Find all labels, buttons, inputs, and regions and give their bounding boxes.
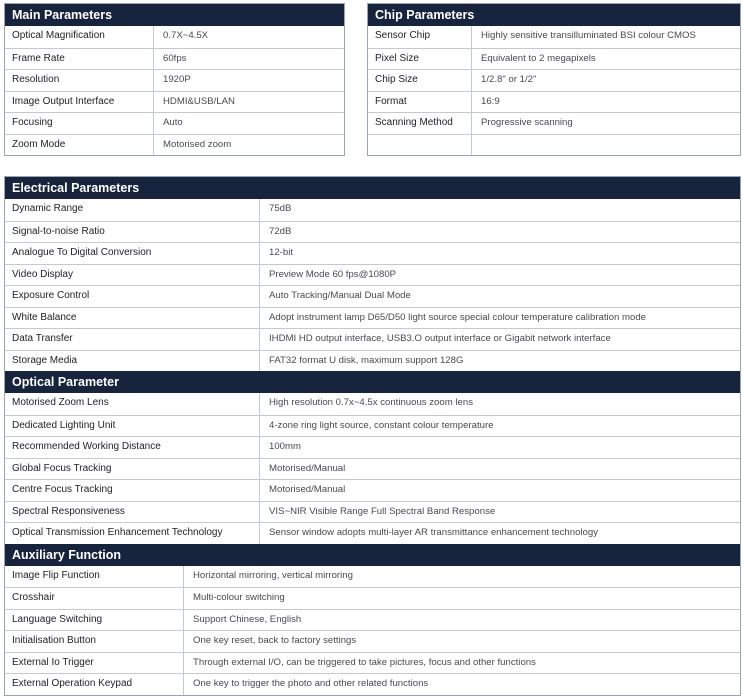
row-label: Initialisation Button <box>5 631 184 652</box>
row-value: VIS~NIR Visible Range Full Spectral Band Response <box>269 505 496 517</box>
row-label: Focusing <box>5 113 154 134</box>
row-label: Sensor Chip <box>368 26 472 48</box>
row-value: One key to trigger the photo and other related functions <box>193 678 429 689</box>
row-value: Motorised/Manual <box>269 484 346 495</box>
row-value: Sensor window adopts multi-layer AR transmittance enhancement technology <box>269 527 599 538</box>
row-value: FAT32 format U disk, maximum support 128G <box>269 354 464 366</box>
chip-parameters-rows <box>368 26 740 155</box>
row-label: Spectral Responsiveness <box>5 502 260 523</box>
row-label: Dedicated Lighting Unit <box>5 416 260 437</box>
table-row <box>5 285 740 307</box>
table-row <box>5 393 740 415</box>
chip-parameters-table <box>367 3 741 156</box>
table-row <box>368 134 740 156</box>
row-label: Image Output Interface <box>5 92 154 113</box>
table-row <box>368 69 740 91</box>
table-row <box>5 436 740 458</box>
auxiliary-function-title: Auxiliary Function <box>5 544 740 566</box>
row-label: Global Focus Tracking <box>5 459 260 480</box>
row-value: One key reset, back to factory settings <box>193 635 357 646</box>
table-row <box>5 221 740 243</box>
optical-parameter-rows <box>5 393 740 544</box>
table-row <box>368 112 740 134</box>
row-label: Optical Magnification <box>5 26 154 48</box>
row-value: Progressive scanning <box>481 117 573 128</box>
row-label: Exposure Control <box>5 286 260 307</box>
table-row <box>5 91 344 113</box>
auxiliary-function-rows <box>5 566 740 695</box>
row-label: Optical Transmission Enhancement Technology <box>5 523 260 544</box>
row-label: Frame Rate <box>5 49 154 70</box>
row-label: Language Switching <box>5 610 184 631</box>
row-value: Equivalent to 2 megapixels <box>481 52 596 64</box>
main-parameters-title: Main Parameters <box>5 4 344 26</box>
row-value: Horizontal mirroring, vertical mirroring <box>193 569 353 581</box>
row-value: 75dB <box>269 203 292 214</box>
row-value: HDMI&USB/LAN <box>163 95 235 107</box>
table-row <box>5 415 740 437</box>
table-row <box>5 630 740 652</box>
row-value: IHDMI HD output interface, USB3.O output interface or Gigabit network interface <box>269 333 611 344</box>
table-row <box>5 673 740 695</box>
row-value: 4-zone ring light source, constant colour temperature <box>269 419 494 431</box>
chip-parameters-title: Chip Parameters <box>368 4 740 26</box>
row-value: Support Chinese, English <box>193 613 302 625</box>
row-label: Data Transfer <box>5 329 260 350</box>
row-label: Centre Focus Tracking <box>5 480 260 501</box>
table-row <box>5 522 740 544</box>
specifications-table <box>4 176 741 696</box>
table-row <box>368 26 740 48</box>
electrical-parameters-title: Electrical Parameters <box>5 177 740 199</box>
row-value: Preview Mode 60 fps@1080P <box>269 268 397 280</box>
row-value: 72dB <box>269 225 292 237</box>
row-value: Through external I/O, can be triggered to take pictures, focus and other functions <box>193 656 536 668</box>
optical-parameter-title: Optical Parameter <box>5 371 740 393</box>
row-label: White Balance <box>5 308 260 329</box>
row-value: Motorised/Manual <box>269 462 346 474</box>
row-value: 16:9 <box>481 95 500 107</box>
row-label: Chip Size <box>368 70 472 91</box>
row-label: Crosshair <box>5 588 184 609</box>
row-label: External Operation Keypad <box>5 674 184 695</box>
row-value: 60fps <box>163 52 187 64</box>
table-row <box>5 264 740 286</box>
table-row <box>368 91 740 113</box>
table-row <box>5 587 740 609</box>
row-value: 0.7X~4.5X <box>163 30 209 41</box>
main-parameters-table <box>4 3 345 156</box>
table-row <box>5 199 740 221</box>
row-label: Motorised Zoom Lens <box>5 393 260 415</box>
table-row <box>5 501 740 523</box>
row-value: Multi-colour switching <box>193 592 285 603</box>
main-parameters-rows <box>5 26 344 155</box>
table-row <box>5 458 740 480</box>
table-row <box>5 652 740 674</box>
row-value: 12-bit <box>269 247 293 258</box>
row-label: Zoom Mode <box>5 135 154 156</box>
table-row <box>5 479 740 501</box>
row-label: Format <box>368 92 472 113</box>
row-label: Signal-to-noise Ratio <box>5 222 260 243</box>
row-value: Auto Tracking/Manual Dual Mode <box>269 290 411 301</box>
row-value: 1/2.8" or 1/2" <box>481 74 537 85</box>
row-value: High resolution 0.7x~4.5x continuous zoom lens <box>269 397 473 408</box>
table-row <box>5 69 344 91</box>
row-label: Scanning Method <box>368 113 472 134</box>
row-label: Video Display <box>5 265 260 286</box>
row-label: External Io Trigger <box>5 653 184 674</box>
row-value: Adopt instrument lamp D65/D50 light source special colour temperature calibration mode <box>269 311 647 323</box>
row-label: Storage Media <box>5 351 260 372</box>
row-value: 100mm <box>269 441 301 452</box>
table-row <box>5 242 740 264</box>
row-value: 1920P <box>163 74 191 85</box>
row-label: Recommended Working Distance <box>5 437 260 458</box>
table-row <box>5 566 740 588</box>
row-value: Highly sensitive transilluminated BSI colour CMOS <box>481 30 696 41</box>
row-value: Motorised zoom <box>163 138 232 150</box>
table-row <box>5 26 344 48</box>
row-label: Analogue To Digital Conversion <box>5 243 260 264</box>
row-label: Dynamic Range <box>5 199 260 221</box>
table-row <box>5 134 344 156</box>
table-row <box>368 48 740 70</box>
row-value <box>472 135 740 156</box>
table-row <box>5 307 740 329</box>
table-row <box>5 328 740 350</box>
electrical-parameters-rows <box>5 199 740 371</box>
table-row <box>5 48 344 70</box>
row-label <box>368 135 472 156</box>
row-value: Auto <box>163 117 183 128</box>
row-label: Image Flip Function <box>5 566 184 588</box>
row-label: Resolution <box>5 70 154 91</box>
table-row <box>5 609 740 631</box>
row-label: Pixel Size <box>368 49 472 70</box>
table-row <box>5 112 344 134</box>
table-row <box>5 350 740 372</box>
